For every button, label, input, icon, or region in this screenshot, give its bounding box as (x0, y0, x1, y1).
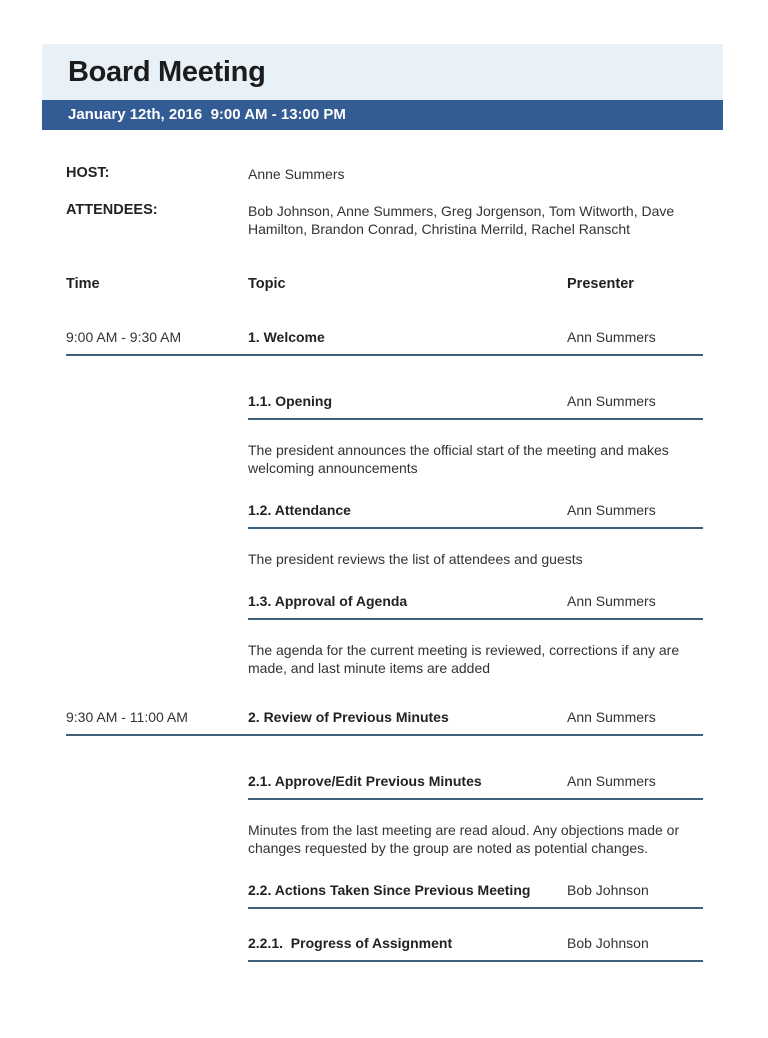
agenda-presenter: Bob Johnson (567, 935, 649, 951)
document-header (42, 44, 723, 130)
page-title: Board Meeting (68, 55, 266, 88)
host-label: HOST: (66, 165, 110, 181)
agenda-row-opening (248, 393, 703, 420)
agenda-presenter: Ann Summers (567, 393, 656, 409)
document-body (66, 165, 703, 962)
agenda-description: The president announces the official start of the meeting and makes welcoming announcements (248, 442, 669, 476)
column-header-time: Time (66, 276, 100, 292)
agenda-presenter: Bob Johnson (567, 882, 649, 898)
attendees-label: ATTENDEES: (66, 202, 158, 218)
agenda-presenter: Ann Summers (567, 709, 656, 725)
agenda-row-attendance (248, 502, 703, 529)
agenda-topic: 2.1. Approve/Edit Previous Minutes (248, 773, 482, 789)
agenda-row-progress-of-assignment (248, 935, 703, 962)
agenda-presenter: Ann Summers (567, 773, 656, 789)
agenda-topic: 2. Review of Previous Minutes (248, 709, 449, 725)
agenda-topic: 2.2. Actions Taken Since Previous Meeting (248, 882, 531, 898)
agenda-presenter: Ann Summers (567, 593, 656, 609)
agenda-topic: 1.2. Attendance (248, 502, 351, 518)
agenda-topic: 1.3. Approval of Agenda (248, 593, 408, 609)
host-row (66, 165, 703, 183)
agenda-presenter: Ann Summers (567, 502, 656, 518)
agenda-topic: 1.1. Opening (248, 393, 333, 409)
agenda-description: The president reviews the list of attendees and guests (248, 551, 583, 567)
meeting-meta (66, 165, 703, 238)
agenda-time: 9:30 AM - 11:00 AM (66, 709, 188, 725)
table-header-row (66, 276, 703, 292)
agenda-description: Minutes from the last meeting are read aloud. Any objections made or changes requested by the group are noted as potential changes. (248, 822, 680, 856)
agenda-row-approval-of-agenda (248, 593, 703, 620)
title-band (42, 44, 723, 100)
column-header-topic: Topic (248, 276, 286, 292)
agenda-row-approve-edit-minutes (248, 773, 703, 800)
agenda-row-review-previous-minutes (66, 709, 703, 736)
agenda-row-actions-taken (248, 882, 703, 909)
date-bar: January 12th, 2016 9:00 AM - 13:00 PM (42, 100, 723, 130)
host-value: Anne Summers (248, 166, 345, 182)
agenda-topic: 1. Welcome (248, 329, 325, 345)
agenda-time: 9:00 AM - 9:30 AM (66, 329, 182, 345)
column-header-presenter: Presenter (567, 276, 634, 292)
agenda-presenter: Ann Summers (567, 329, 656, 345)
attendees-row (66, 202, 703, 238)
agenda-row-welcome (66, 329, 703, 356)
agenda-topic: 2.2.1. Progress of Assignment (248, 935, 453, 951)
agenda-description: The agenda for the current meeting is reviewed, corrections if any are made, and last minute items are added (248, 642, 680, 676)
attendees-value: Bob Johnson, Anne Summers, Greg Jorgenson, Tom Witworth, Dave Hamilton, Brandon Conrad, Christina Merrild, Rachel Ranscht (248, 203, 675, 237)
